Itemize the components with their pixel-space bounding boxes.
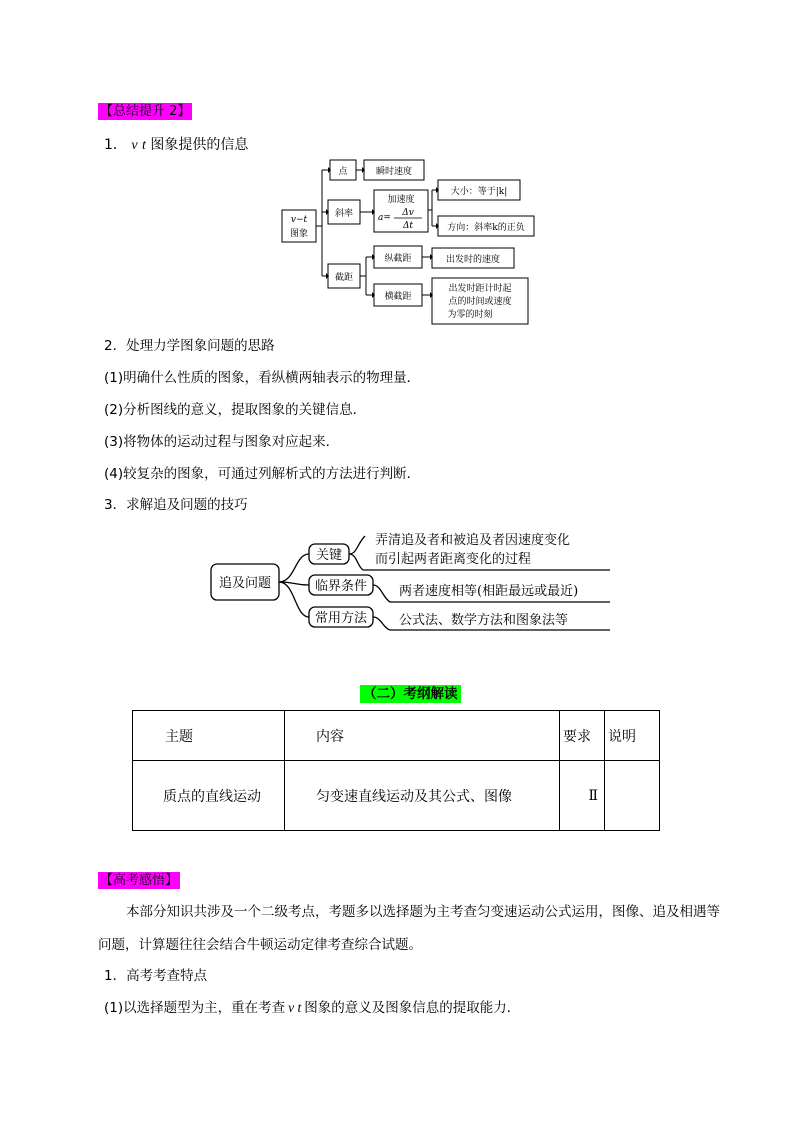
- intercept-label: 截距: [334, 273, 354, 283]
- outline-table: [132, 710, 660, 831]
- key-text-line-1: 弄清追及者和被追及者因速度变化: [375, 533, 571, 548]
- feature-item-1-suffix: 图象的意义及图象信息的提取能力．: [304, 1000, 521, 1016]
- table-cell: [605, 761, 660, 831]
- feature-item-1: [104, 999, 520, 1017]
- table-row: [133, 761, 660, 831]
- vertical-meaning-label: 出发时的速度: [445, 255, 501, 265]
- section-3-title: 3．求解追及问题的技巧: [104, 497, 248, 513]
- methods-text: 公式法、数学方法和图象法等: [399, 613, 569, 628]
- feature-item-1-prefix: (1)以选择题型为主，重在考查: [104, 1000, 286, 1016]
- acceleration-denominator: Δt: [402, 221, 414, 231]
- table-header-cell: 要求: [560, 711, 605, 761]
- horizontal-intercept-label: 横截距: [384, 292, 412, 302]
- point-meaning-label: 瞬时速度: [375, 167, 413, 177]
- section-1-t: t: [142, 138, 146, 153]
- magnitude-label: 大小：等于|k|: [450, 187, 508, 197]
- key-text-line-2: 而引起两者距离变化的过程: [375, 552, 532, 567]
- section-1-number: 1．: [104, 137, 127, 153]
- table-cell: 质点的直线运动: [133, 761, 285, 831]
- direction-label: 方向：斜率k的正负: [447, 223, 525, 233]
- table-header-cell: 内容: [285, 711, 560, 761]
- horizontal-meaning-line-2: 点的时间或速度: [448, 297, 512, 307]
- vt-root-label-1: v−t: [290, 215, 308, 225]
- acceleration-label: 加速度: [387, 195, 415, 205]
- critical-label: 临界条件: [314, 579, 368, 594]
- vertical-intercept-label: 纵截距: [384, 254, 412, 264]
- section-1-v: v: [131, 138, 138, 153]
- section-1-text: 图象提供的信息: [150, 137, 249, 153]
- section-2-item-2: (2)分析图线的意义，提取图象的关键信息．: [104, 402, 367, 418]
- table-cell: 匀变速直线运动及其公式、图像: [285, 761, 560, 831]
- slope-label: 斜率: [334, 209, 354, 219]
- insight-paragraph-line-2: 问题，计算题往往会结合牛顿运动定律考查综合试题。: [98, 937, 422, 953]
- vt-info-diagram: [270, 152, 540, 330]
- key-label: 关键: [315, 548, 343, 563]
- vt-root-label-2: 图象: [289, 229, 309, 239]
- table-header-cell: 主题: [133, 711, 285, 761]
- insight-paragraph-line-1: 本部分知识共涉及一个二级考点，考题多以选择题为主考查匀变速运动公式运用，图像、追及相遇等: [126, 904, 720, 920]
- summary-tag: 【总结提升 2】: [100, 104, 191, 119]
- critical-text: 两者速度相等(相距最远或最近): [399, 584, 579, 599]
- section-1-title: [104, 136, 248, 155]
- pursuit-diagram: [205, 526, 615, 636]
- feature-item-1-vt: v t: [288, 1000, 302, 1015]
- point-label: 点: [338, 167, 348, 177]
- table-header-cell: 说明: [605, 711, 660, 761]
- insight-tag: 【高考感悟】: [100, 873, 179, 888]
- table-header-row: [133, 711, 660, 761]
- acceleration-formula-a: a=: [378, 213, 391, 223]
- section-2-item-1: (1)明确什么性质的图象，看纵横两轴表示的物理量．: [104, 370, 421, 386]
- feature-title: 1．高考考查特点: [104, 968, 208, 984]
- table-cell: Ⅱ: [560, 761, 605, 831]
- methods-label: 常用方法: [314, 611, 368, 626]
- section-2-item-4: (4)较复杂的图象，可通过列解析式的方法进行判断．: [104, 466, 421, 482]
- horizontal-meaning-line-1: 出发时距计时起: [448, 284, 512, 294]
- outline-heading: （二）考纲解读: [360, 685, 461, 703]
- horizontal-meaning-line-3: 为零的时刻: [447, 310, 493, 320]
- section-2-title: 2．处理力学图象问题的思路: [104, 338, 275, 354]
- pursuit-root-label: 追及问题: [218, 576, 272, 591]
- acceleration-numerator: Δv: [402, 208, 414, 218]
- section-2-item-3: (3)将物体的运动过程与图象对应起来．: [104, 434, 340, 450]
